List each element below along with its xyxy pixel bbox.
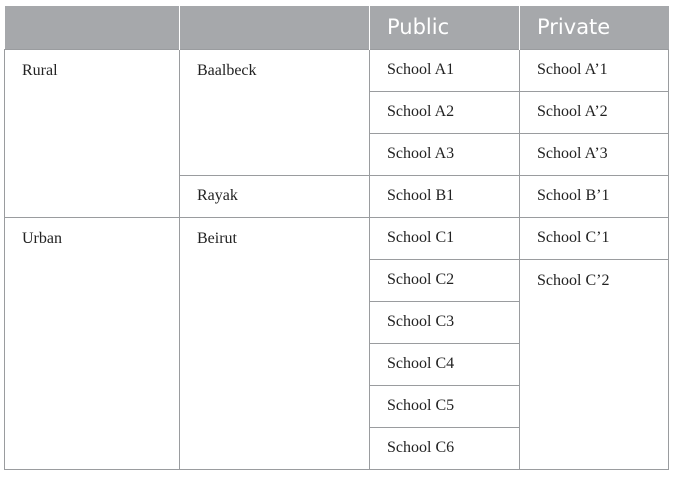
public-school-cell: School C3 — [370, 301, 520, 343]
private-school-cell: School A’2 — [520, 91, 669, 133]
region-rayak: Rayak — [180, 175, 370, 217]
public-school-cell: School C2 — [370, 259, 520, 301]
table-row — [5, 217, 669, 259]
public-school-cell: School C6 — [370, 427, 520, 469]
area-rural: Rural — [5, 49, 180, 217]
public-school-cell: School C5 — [370, 385, 520, 427]
table-row — [5, 49, 669, 91]
public-school-cell: School C1 — [370, 217, 520, 259]
region-beirut: Beirut — [180, 217, 370, 469]
public-school-cell: School A1 — [370, 49, 520, 91]
public-school-cell: School A3 — [370, 133, 520, 175]
header-area — [5, 6, 180, 49]
private-school-cell: School C’2 — [520, 259, 669, 469]
area-urban: Urban — [5, 217, 180, 469]
public-school-cell: School C4 — [370, 343, 520, 385]
public-school-cell: School B1 — [370, 175, 520, 217]
header-private: Private — [520, 6, 669, 49]
schools-table — [4, 6, 669, 470]
private-school-cell: School B’1 — [520, 175, 669, 217]
header-row — [5, 6, 669, 49]
public-school-cell: School A2 — [370, 91, 520, 133]
region-baalbeck: Baalbeck — [180, 49, 370, 175]
header-region — [180, 6, 370, 49]
private-school-cell: School A’3 — [520, 133, 669, 175]
private-school-cell: School A’1 — [520, 49, 669, 91]
schools-table-container — [4, 6, 669, 470]
private-school-cell: School C’1 — [520, 217, 669, 259]
header-public: Public — [370, 6, 520, 49]
